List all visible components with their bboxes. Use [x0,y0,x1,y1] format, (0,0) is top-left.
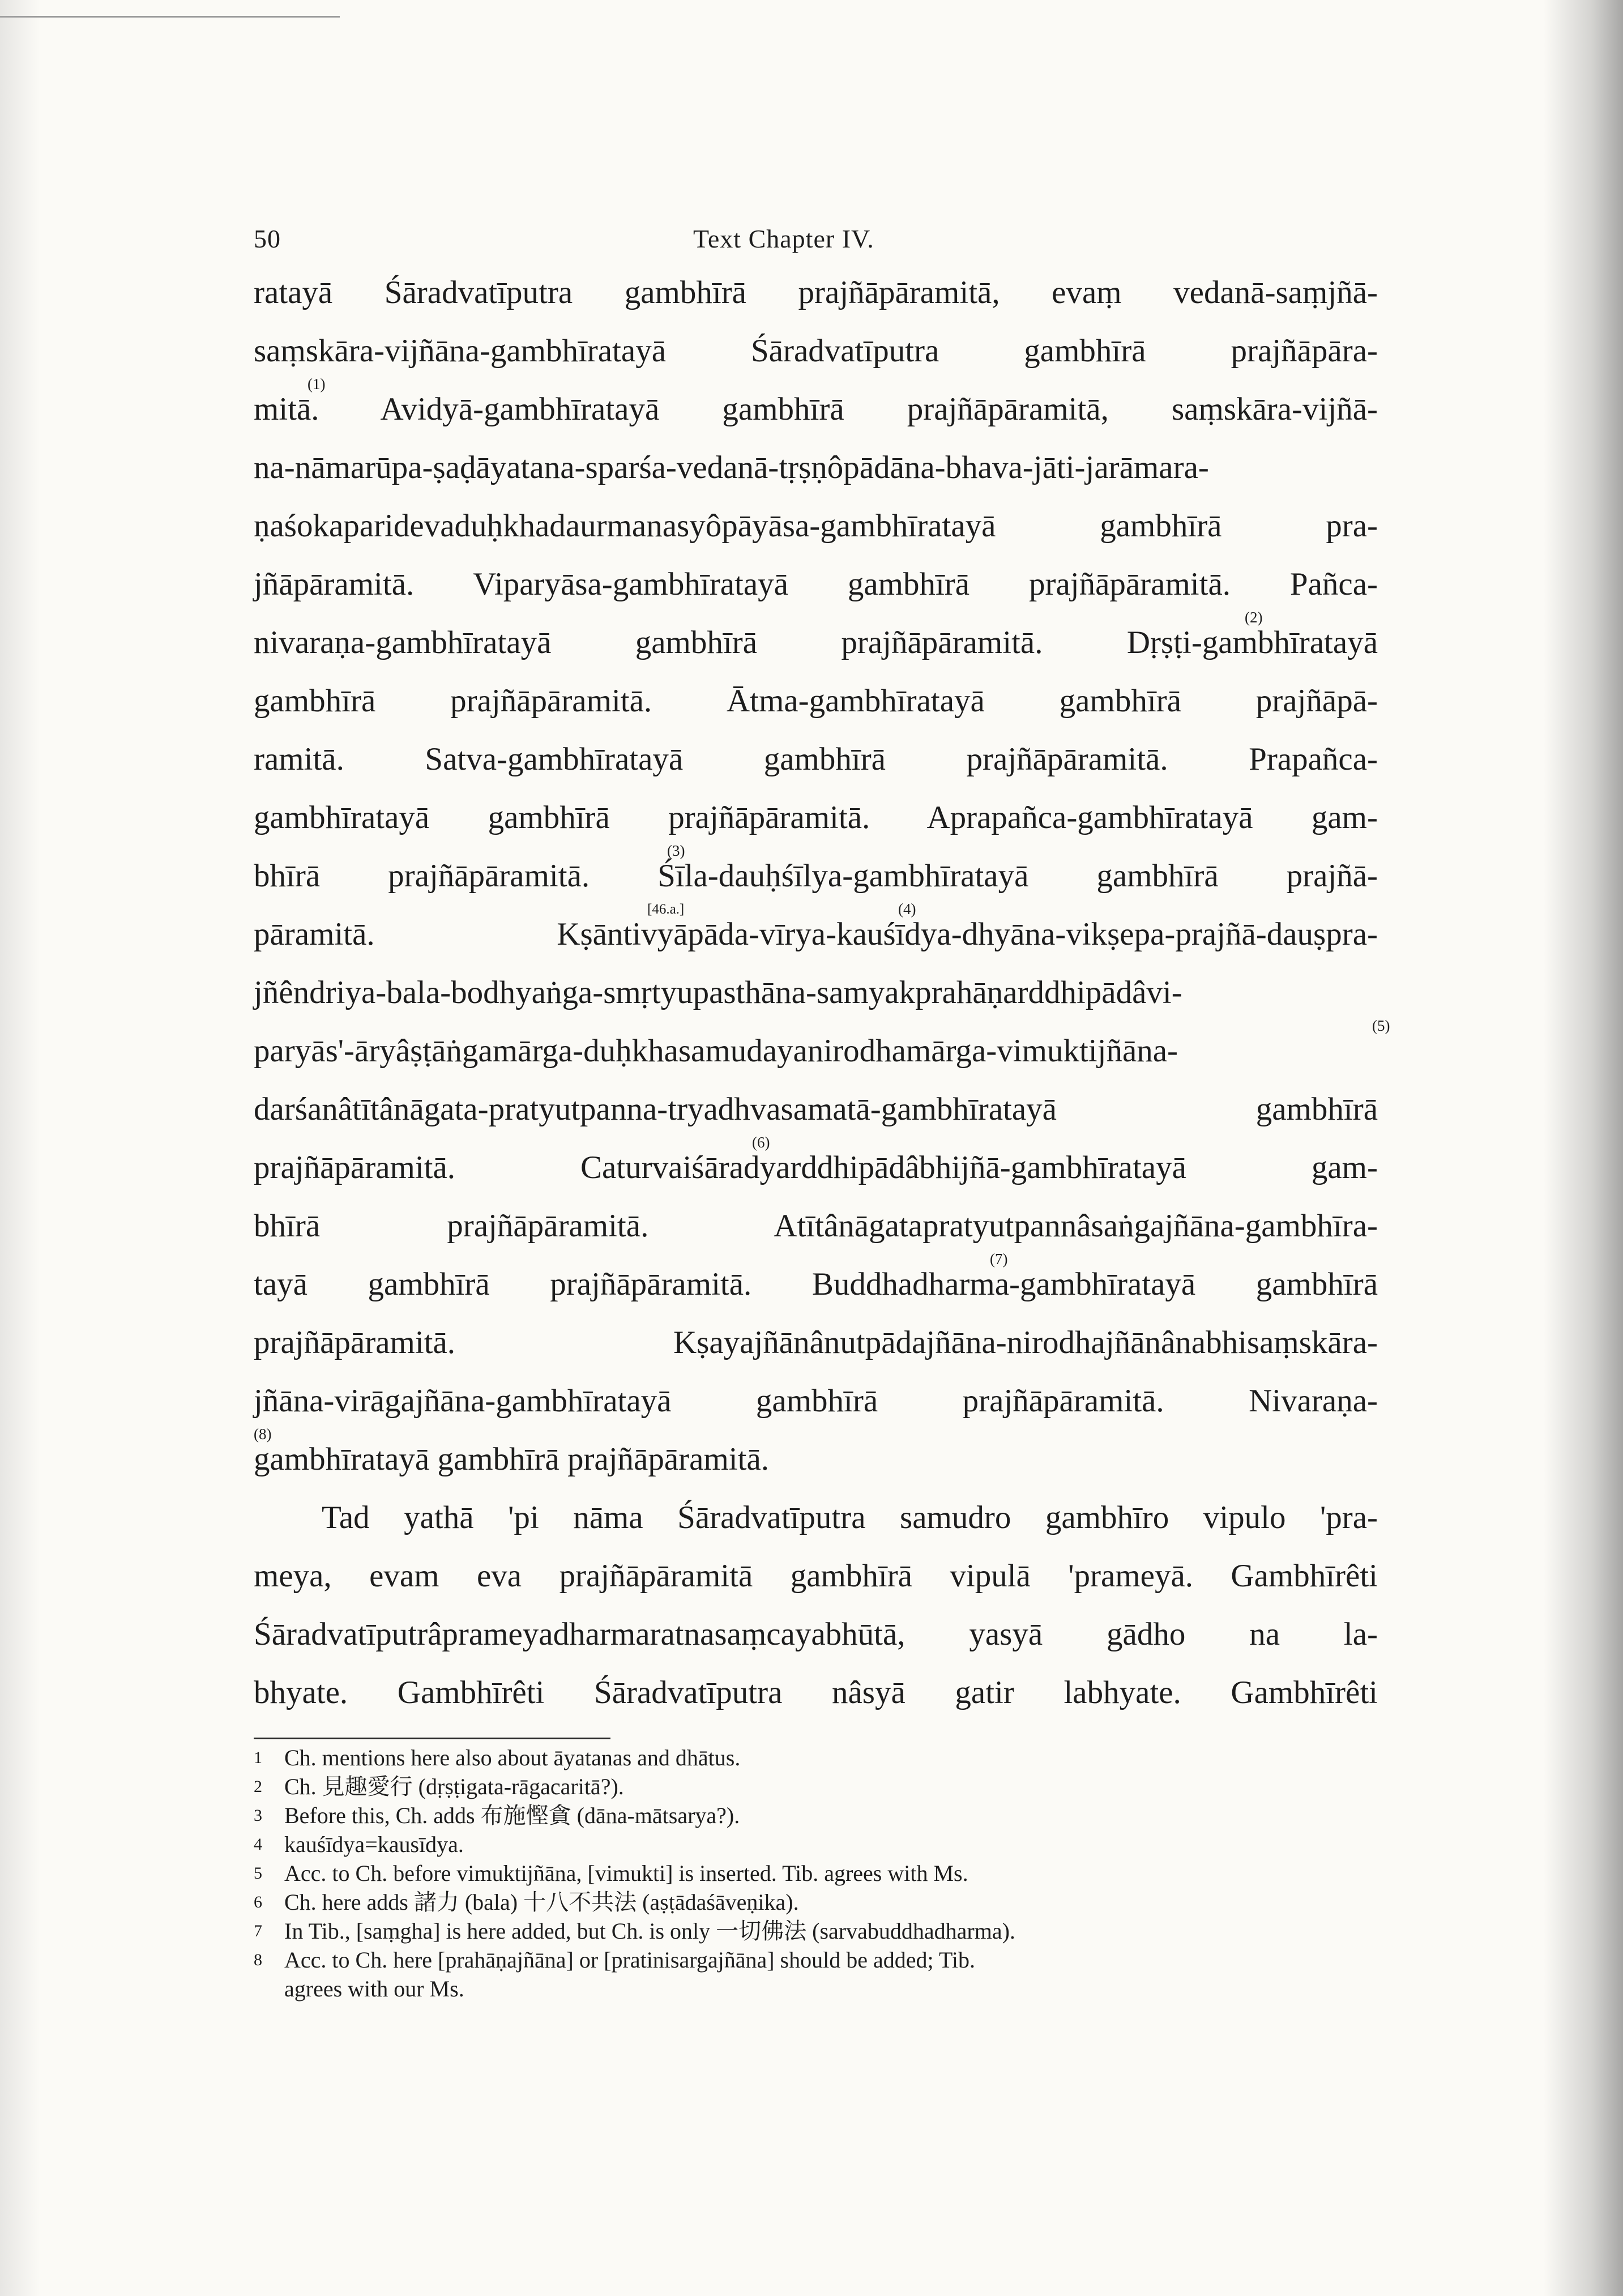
text-line [254,609,1378,672]
text-line [254,730,1378,788]
text-line [254,1134,1378,1197]
text-line [254,1313,1378,1372]
footnote-text: Ch. mentions here also about āyatanas and dhātus. [284,1745,741,1770]
line-text: ramitā. Satva-gambhīratayā gambhīrā prajñāpāramitā. Prapañca- [254,741,1378,777]
text-line [254,1251,1378,1313]
line-text: ratayā Śāradvatīputra gambhīrā prajñāpāramitā, evaṃ vedanā-saṃjñā- [254,275,1378,310]
line-text: bhīrā prajñāpāramitā. Śīla-dauḥśīlya-gambhīratayā gambhīrā prajñā- [254,858,1378,894]
line-text: mitā. Avidyā-gambhīratayā gambhīrā prajñāpāramitā, saṃskāra-vijñā- [254,391,1378,427]
main-text [254,263,1390,1722]
footnote-number: 5 [254,1864,262,1883]
footnotes [254,1743,1386,2003]
text-line [254,963,1378,1022]
text-line [254,375,1378,438]
line-text: pāramitā. Kṣāntivyāpāda-vīrya-kauśīdya-dhyāna-vikṣepa-prajñā-dauṣpra- [254,916,1378,952]
line-text: prajñāpāramitā. Kṣayajñānânutpādajñāna-nirodhajñānânabhisaṃskāra- [254,1325,1378,1360]
line-text: jñêndriya-bala-bodhyaṅga-smṛtyupasthāna-samyakprahāṇarddhipādâvi- [254,975,1182,1010]
note-mark: (7) [990,1251,1008,1268]
footnote-text: Ch. here adds 諸力 (bala) 十八不共法 (aṣṭādaśāveṇika). [284,1889,799,1915]
note-mark: (4) [898,901,916,917]
line-text: Tad yathā 'pi nāma Śāradvatīputra samudro gambhīro vipulo 'pra- [322,1500,1378,1535]
text-line [254,1605,1378,1663]
footnote-number: 3 [254,1806,262,1825]
footnote-number: 1 [254,1748,262,1767]
line-text: jñāna-virāgajñāna-gambhīratayā gambhīrā prajñāpāramitā. Nivaraṇa- [254,1383,1378,1419]
note-mark: (3) [667,842,685,859]
text-line [254,263,1378,322]
footnote-number: 4 [254,1835,262,1854]
paragraph-start-line [254,1488,1378,1547]
footnote [254,1888,1386,1917]
text-line [254,497,1378,555]
line-text: darśanâtītânāgata-pratyutpanna-tryadhvasamatā-gambhīratayā gambhīrā [254,1091,1378,1127]
footnote-number: 7 [254,1922,262,1940]
footnote [254,1743,1386,1772]
text-line [254,672,1378,730]
text-line [254,1372,1378,1430]
footnote-text: Acc. to Ch. before vimuktijñāna, [vimukti] is inserted. Tib. agrees with Ms. [284,1860,968,1886]
footnote-continuation [254,1974,1386,2003]
text-line [254,438,1378,497]
text-line [254,322,1378,380]
line-text: gambhīratayā gambhīrā prajñāpāramitā. [254,1441,769,1477]
footnote [254,1859,1386,1888]
footnote [254,1830,1386,1859]
line-text: gambhīratayā gambhīrā prajñāpāramitā. Aprapañca-gambhīratayā gam- [254,800,1378,835]
right-edge-shading [1544,0,1623,2296]
text-line [254,788,1378,847]
footnote-text: Before this, Ch. adds 布施慳貪 (dāna-mātsarya?). [284,1803,740,1828]
line-text: ṇaśokaparidevaduḥkhadaurmanasyôpāyāsa-gambhīratayā gambhīrā pra- [254,508,1378,544]
text-line [254,1426,1378,1488]
running-title: Text Chapter IV. [693,224,874,253]
footnote-text: Ch. 見趣愛行 (dṛṣṭigata-rāgacaritā?). [284,1774,624,1799]
footnote-number: 2 [254,1777,262,1796]
note-mark: (8) [254,1426,272,1443]
line-text: meya, evam eva prajñāpāramitā gambhīrā vipulā 'prameyā. Gambhīrêti [254,1558,1378,1594]
footnote [254,1917,1386,1945]
folio-mark: [46.a.] [647,902,685,917]
text-line [254,1663,1378,1722]
line-text: na-nāmarūpa-ṣaḍāyatana-sparśa-vedanā-tṛṣṇôpādāna-bhava-jāti-jarāmara- [254,450,1209,485]
line-text: tayā gambhīrā prajñāpāramitā. Buddhadharma-gambhīratayā gambhīrā [254,1266,1378,1302]
page-number: 50 [254,224,281,253]
footnote [254,1772,1386,1801]
text-line [254,1197,1378,1255]
note-mark: (6) [752,1134,770,1151]
footnote-number: 8 [254,1951,262,1969]
text-line [254,555,1378,613]
line-text: saṃskāra-vijñāna-gambhīratayā Śāradvatīputra gambhīrā prajñāpāra- [254,333,1378,369]
line-text: paryās'-āryâṣṭāṅgamārga-duḥkhasamudayanirodhamārga-vimuktijñāna- [254,1033,1178,1069]
text-line [254,1547,1378,1605]
footnote-number: 6 [254,1893,262,1911]
note-mark: (2) [1245,609,1263,626]
left-edge-shading [0,0,40,2296]
footnote-text: Acc. to Ch. here [prahāṇajñāna] or [pratinisargajñāna] should be added; Tib. [284,1947,975,1973]
note-mark: (5) [1372,1017,1390,1034]
line-text: bhīrā prajñāpāramitā. Atītânāgatapratyutpannâsaṅgajñāna-gambhīra- [254,1208,1378,1244]
scan-top-rule [0,16,340,18]
footnote-text: kauśīdya=kausīdya. [284,1832,464,1857]
line-text: gambhīrā prajñāpāramitā. Ātma-gambhīratayā gambhīrā prajñāpā- [254,683,1378,719]
footnote [254,1801,1386,1830]
footnote-text: In Tib., [saṃgha] is here added, but Ch. is only 一切佛法 (sarvabuddhadharma). [284,1918,1015,1944]
text-line [254,842,1378,905]
text-line [254,901,1378,963]
footnote-text: agrees with our Ms. [284,1976,464,2001]
line-text: jñāpāramitā. Viparyāsa-gambhīratayā gambhīrā prajñāpāramitā. Pañca- [254,566,1378,602]
text-line [254,1017,1390,1080]
note-mark: (1) [307,375,326,392]
line-text: nivaraṇa-gambhīratayā gambhīrā prajñāpāramitā. Dṛṣṭi-gambhīratayā [254,625,1378,660]
text-line [254,1080,1378,1138]
line-text: Śāradvatīputrâprameyadharmaratnasaṃcayabhūtā, yasyā gādho na la- [254,1616,1378,1652]
footnote-divider [254,1738,610,1739]
line-text: prajñāpāramitā. Caturvaiśāradyarddhipādâbhijñā-gambhīratayā gam- [254,1150,1378,1185]
footnote [254,1945,1386,1974]
line-text: bhyate. Gambhīrêti Śāradvatīputra nâsyā gatir labhyate. Gambhīrêti [254,1675,1378,1710]
